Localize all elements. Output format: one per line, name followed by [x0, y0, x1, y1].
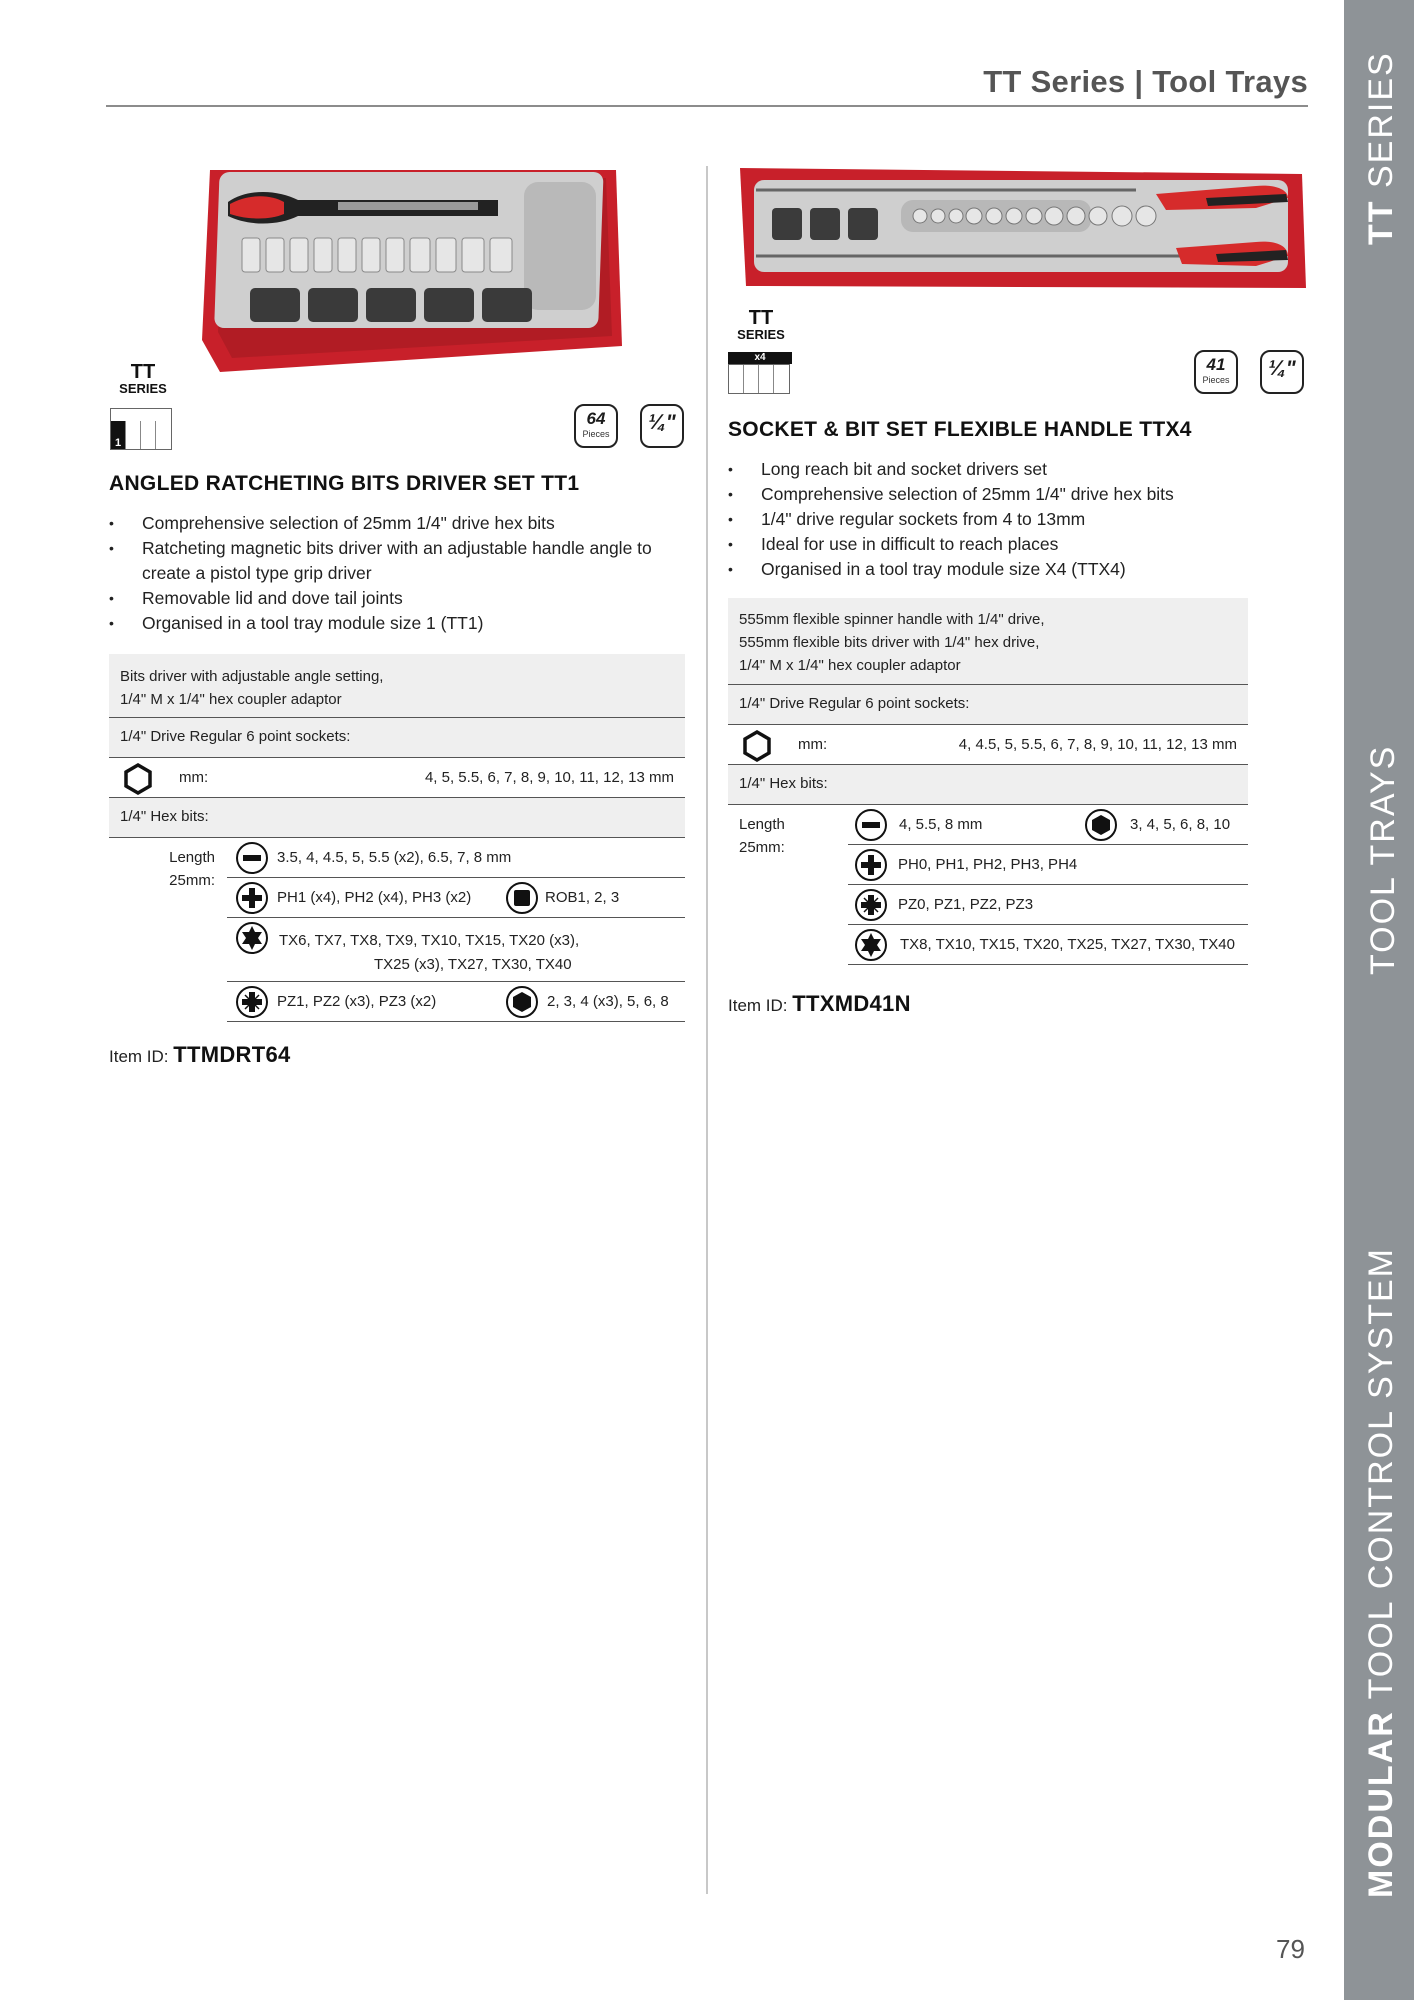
torx-bits-row: TX6, TX7, TX8, TX9, TX10, TX15, TX20 (x3), TX25 (x3), TX27, TX30, TX40	[227, 918, 685, 982]
drive-size-badge: ¼"	[1260, 350, 1304, 394]
pozidriv-bits-row: PZ0, PZ1, PZ2, PZ3	[848, 885, 1248, 925]
side-label-tool-trays: TOOL TRAYS	[1364, 744, 1402, 975]
hex-bit-icon	[505, 985, 539, 1019]
socket-hex-icon	[121, 762, 155, 796]
page-number: 79	[1276, 1934, 1305, 1964]
pozidriv-icon	[854, 888, 888, 922]
side-bar	[1344, 0, 1414, 2000]
product-title: SOCKET & BIT SET FLEXIBLE HANDLE TTX4	[728, 418, 1192, 441]
feature-list	[728, 457, 1308, 582]
ttx4-tray-photo	[736, 164, 1308, 292]
module-grid	[728, 364, 790, 394]
spec-table	[109, 654, 685, 1020]
pozidriv-icon	[235, 985, 269, 1019]
module-size-indicator	[110, 408, 172, 450]
module-size-indicator: x4	[728, 352, 792, 364]
item-id-value: TTMDRT64	[173, 1042, 291, 1067]
spec-table	[728, 598, 1248, 962]
list-item: • 1/4" drive regular sockets from 4 to 13mm	[728, 507, 1308, 532]
phillips-icon	[235, 881, 269, 915]
drive-size-badge: ¼"	[640, 404, 684, 448]
item-id: Item ID: TTXMD41N	[728, 991, 911, 1016]
side-label-modular: MODULAR TOOL CONTROL SYSTEM	[1362, 1247, 1400, 1898]
tt-series-logo: TT SERIES	[119, 361, 167, 396]
sockets-row: mm: 4, 5, 5.5, 6, 7, 8, 9, 10, 11, 12, 13 mm	[109, 758, 685, 798]
slotted-hex-bits-row: 4, 5.5, 8 mm 3, 4, 5, 6, 8, 10	[728, 805, 1248, 845]
list-item: • Ideal for use in difficult to reach places	[728, 532, 1308, 557]
item-id-value: TTXMD41N	[792, 991, 911, 1016]
feature-list	[109, 511, 679, 636]
item-id: Item ID: TTMDRT64	[109, 1042, 291, 1067]
length-label: Length 25mm:	[169, 849, 215, 889]
phillips-bits-row: PH1 (x4), PH2 (x4), PH3 (x2) ROB1, 2, 3	[227, 878, 685, 918]
slotted-bits-row: 3.5, 4, 4.5, 5, 5.5 (x2), 6.5, 7, 8 mm	[227, 838, 685, 878]
list-item: • Removable lid and dove tail joints	[109, 586, 679, 611]
list-item: • Comprehensive selection of 25mm 1/4" drive hex bits	[728, 482, 1308, 507]
pieces-badge: 64 Pieces	[574, 404, 618, 448]
sockets-row: mm: 4, 4.5, 5, 5.5, 6, 7, 8, 9, 10, 11, 12, 13 mm	[728, 725, 1248, 765]
robertson-square-icon	[505, 881, 539, 915]
product-title: ANGLED RATCHETING BITS DRIVER SET TT1	[109, 472, 580, 495]
hex-bit-icon	[1084, 808, 1118, 842]
phillips-icon	[854, 848, 888, 882]
tt-series-logo: TT SERIES	[737, 307, 785, 342]
slotted-icon	[854, 808, 888, 842]
torx-icon	[235, 921, 269, 955]
list-item: • Organised in a tool tray module size X4 (TTX4)	[728, 557, 1308, 582]
sockets-header-row: 1/4" Drive Regular 6 point sockets:	[728, 685, 1248, 725]
column-divider	[706, 166, 708, 1894]
spec-intro-row: 555mm flexible spinner handle with 1/4" drive, 555mm flexible bits driver with 1/4" hex drive, 1/4" M x 1/4" hex coupler adaptor	[728, 598, 1248, 685]
slotted-icon	[235, 841, 269, 875]
list-item: • Ratcheting magnetic bits driver with an adjustable handle angle to create a pistol type grip driver	[109, 536, 679, 586]
pozi-hex-bits-row: PZ1, PZ2 (x3), PZ3 (x2) 2, 3, 4 (x3), 5, 6, 8	[227, 982, 685, 1022]
pieces-badge: 41 Pieces	[1194, 350, 1238, 394]
header-divider	[106, 105, 1308, 107]
torx-icon	[854, 928, 888, 962]
list-item: • Comprehensive selection of 25mm 1/4" drive hex bits	[109, 511, 679, 536]
page-title: TT Series | Tool Trays	[983, 64, 1308, 99]
phillips-bits-row: PH0, PH1, PH2, PH3, PH4	[848, 845, 1248, 885]
spec-intro-row: Bits driver with adjustable angle setting, 1/4" M x 1/4" hex coupler adaptor	[109, 654, 685, 718]
bits-header-row: 1/4" Hex bits:	[728, 765, 1248, 805]
tt1-tray-photo	[198, 160, 624, 374]
module-size-value: 1	[111, 421, 126, 449]
list-item: • Organised in a tool tray module size 1 (TT1)	[109, 611, 679, 636]
bits-header-row: 1/4" Hex bits:	[109, 798, 685, 838]
torx-bits-row: TX8, TX10, TX15, TX20, TX25, TX27, TX30, TX40	[848, 925, 1248, 965]
list-item: • Long reach bit and socket drivers set	[728, 457, 1308, 482]
length-label: Length 25mm:	[739, 816, 785, 856]
sockets-header-row: 1/4" Drive Regular 6 point sockets:	[109, 718, 685, 758]
socket-hex-icon	[740, 729, 774, 763]
side-label-tt-series: TT SERIES	[1362, 51, 1400, 245]
